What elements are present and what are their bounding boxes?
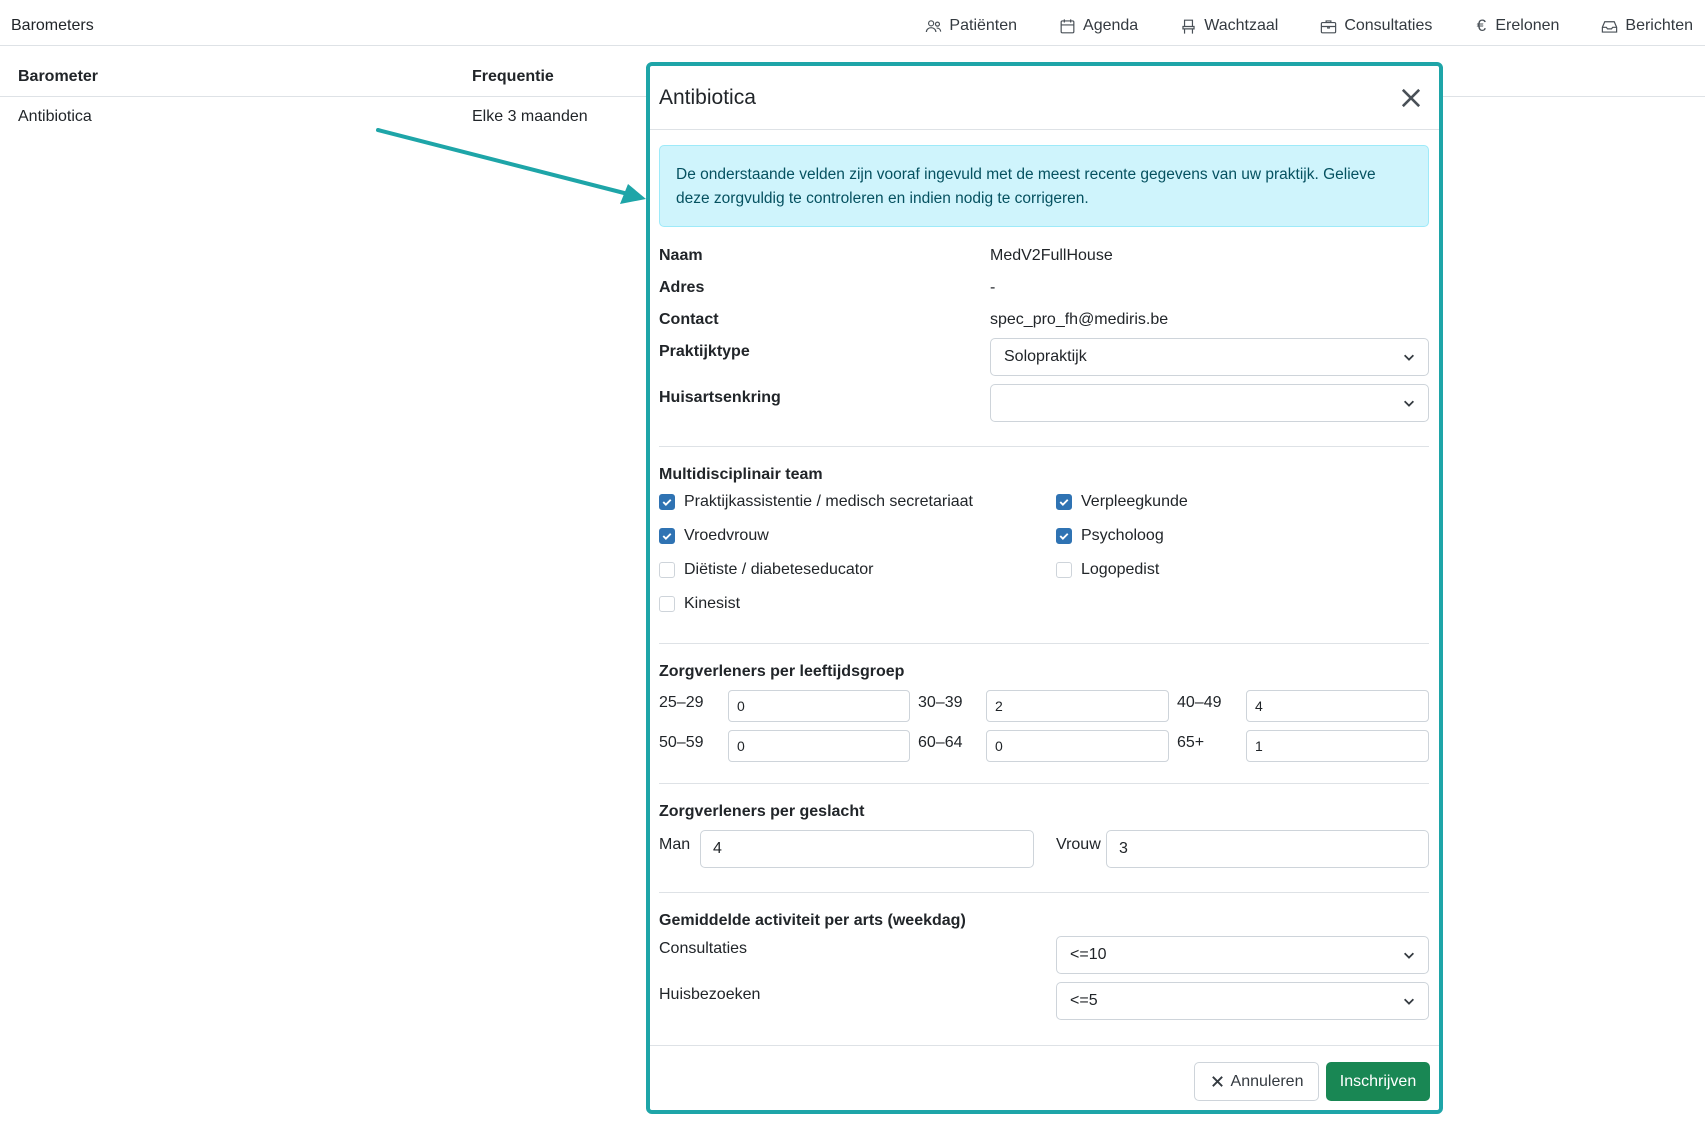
modal-title: Antibiotica <box>659 86 756 109</box>
practice-type-select[interactable] <box>990 338 1429 376</box>
name-label: Naam <box>659 247 703 264</box>
checkbox-label: Psycholoog <box>1081 527 1164 544</box>
gender-section-title: Zorgverleners per geslacht <box>659 803 865 820</box>
main-nav <box>924 16 1693 36</box>
nav-fees[interactable] <box>1473 16 1559 36</box>
age-label-30-39: 30–39 <box>918 694 963 711</box>
nav-label: Agenda <box>1083 17 1139 34</box>
activity-section-title: Gemiddelde activiteit per arts (weekdag) <box>659 912 966 929</box>
age-input-65-plus[interactable] <box>1246 730 1429 762</box>
column-header-barometer[interactable]: Barometer <box>18 68 99 85</box>
inbox-icon <box>1600 17 1619 36</box>
checkbox-speech-therapist[interactable] <box>1056 561 1159 579</box>
age-input-40-49[interactable] <box>1246 690 1429 722</box>
name-value: MedV2FullHouse <box>990 247 1113 264</box>
cell-barometer: Antibiotica <box>18 108 92 125</box>
calendar-icon <box>1058 17 1077 36</box>
users-icon <box>924 17 943 36</box>
age-label-40-49: 40–49 <box>1177 694 1222 711</box>
address-label: Adres <box>659 279 705 296</box>
home-visits-value: <=5 <box>1070 992 1098 1009</box>
consultations-select[interactable] <box>1056 936 1429 974</box>
annotation-arrow <box>370 120 650 210</box>
nav-label: Erelonen <box>1495 17 1560 34</box>
age-input-60-64[interactable] <box>986 730 1169 762</box>
checkbox-label: Verpleegkunde <box>1081 493 1188 510</box>
check-icon <box>661 530 673 542</box>
age-input-50-59[interactable] <box>728 730 910 762</box>
check-icon <box>1058 496 1070 508</box>
checkbox-box[interactable] <box>659 494 675 510</box>
nav-agenda[interactable] <box>1058 16 1138 36</box>
practice-type-label: Praktijktype <box>659 343 750 360</box>
chevron-down-icon <box>1402 948 1416 962</box>
nav-label: Berichten <box>1625 17 1693 34</box>
home-visits-label: Huisbezoeken <box>659 986 761 1003</box>
age-label-65-plus: 65+ <box>1177 734 1205 751</box>
chevron-down-icon <box>1402 994 1416 1008</box>
home-visits-select[interactable] <box>1056 982 1429 1020</box>
close-button[interactable] <box>1397 84 1425 112</box>
team-section-title: Multidisciplinair team <box>659 466 823 483</box>
checkbox-box[interactable] <box>659 562 675 578</box>
nav-label: Consultaties <box>1344 17 1433 34</box>
close-icon <box>1397 84 1425 112</box>
cell-frequency: Elke 3 maanden <box>472 108 588 125</box>
modal-header <box>650 66 1439 130</box>
woman-input[interactable] <box>1106 830 1429 868</box>
checkbox-practice-assistance[interactable] <box>659 493 973 511</box>
nav-label: Patiënten <box>949 17 1018 34</box>
briefcase-icon <box>1319 17 1338 36</box>
top-navbar <box>0 0 1705 46</box>
nav-patients[interactable] <box>924 16 1017 36</box>
nav-consultations[interactable] <box>1319 16 1432 36</box>
column-header-frequency[interactable]: Frequentie <box>472 68 554 85</box>
age-input-30-39[interactable] <box>986 690 1169 722</box>
checkbox-box[interactable] <box>659 596 675 612</box>
submit-button[interactable] <box>1326 1062 1430 1101</box>
modal-footer-divider <box>650 1045 1439 1046</box>
checkbox-label: Praktijkassistentie / medisch secretariaat <box>684 493 973 510</box>
checkbox-box[interactable] <box>1056 528 1072 544</box>
check-icon <box>1058 530 1070 542</box>
submit-label: Inschrijven <box>1339 1072 1417 1090</box>
app-title[interactable]: Barometers <box>11 17 94 34</box>
checkbox-label: Diëtiste / diabeteseducator <box>684 561 874 578</box>
man-label: Man <box>659 836 691 853</box>
euro-icon: € <box>1476 16 1487 35</box>
woman-label: Vrouw <box>1056 836 1101 853</box>
checkbox-box[interactable] <box>659 528 675 544</box>
checkbox-label: Kinesist <box>684 595 741 612</box>
section-divider <box>659 783 1429 784</box>
section-divider <box>659 446 1429 447</box>
man-input[interactable] <box>700 830 1034 868</box>
info-alert: De onderstaande velden zijn vooraf ingevuld met de meest recente gegevens van uw praktijk. Gelieve deze zorgvuldig te controleren en indien nodig te corrigeren. <box>659 145 1429 227</box>
age-label-25-29: 25–29 <box>659 694 704 711</box>
age-input-25-29[interactable] <box>728 690 910 722</box>
nav-waiting-room[interactable] <box>1179 16 1278 36</box>
chevron-down-icon <box>1402 350 1416 364</box>
nav-messages[interactable] <box>1600 16 1693 36</box>
address-value: - <box>990 279 996 296</box>
contact-value: spec_pro_fh@mediris.be <box>990 311 1169 328</box>
checkbox-box[interactable] <box>1056 562 1072 578</box>
circle-select[interactable] <box>990 384 1429 422</box>
checkbox-dietitian[interactable] <box>659 561 873 579</box>
contact-label: Contact <box>659 311 719 328</box>
section-divider <box>659 892 1429 893</box>
checkbox-box[interactable] <box>1056 494 1072 510</box>
consultations-value: <=10 <box>1070 946 1107 963</box>
enrollment-modal <box>646 62 1443 1114</box>
checkbox-label: Vroedvrouw <box>684 527 769 544</box>
age-label-50-59: 50–59 <box>659 734 704 751</box>
age-label-60-64: 60–64 <box>918 734 963 751</box>
practice-type-value: Solopraktijk <box>1004 348 1087 365</box>
chair-icon <box>1179 17 1198 36</box>
checkbox-physiotherapist[interactable] <box>659 595 740 613</box>
checkbox-psychologist[interactable] <box>1056 527 1164 545</box>
chevron-down-icon <box>1402 396 1416 410</box>
checkbox-label: Logopedist <box>1081 561 1160 578</box>
cancel-button[interactable] <box>1194 1062 1319 1101</box>
consultations-label: Consultaties <box>659 940 748 957</box>
age-section-title: Zorgverleners per leeftijdsgroep <box>659 663 905 680</box>
circle-label: Huisartsenkring <box>659 389 781 406</box>
close-icon <box>1210 1074 1225 1089</box>
checkbox-midwife[interactable] <box>659 527 769 545</box>
section-divider <box>659 643 1429 644</box>
nav-label: Wachtzaal <box>1204 17 1279 34</box>
checkbox-nursing[interactable] <box>1056 493 1188 511</box>
cancel-label: Annuleren <box>1230 1072 1304 1090</box>
check-icon <box>661 496 673 508</box>
